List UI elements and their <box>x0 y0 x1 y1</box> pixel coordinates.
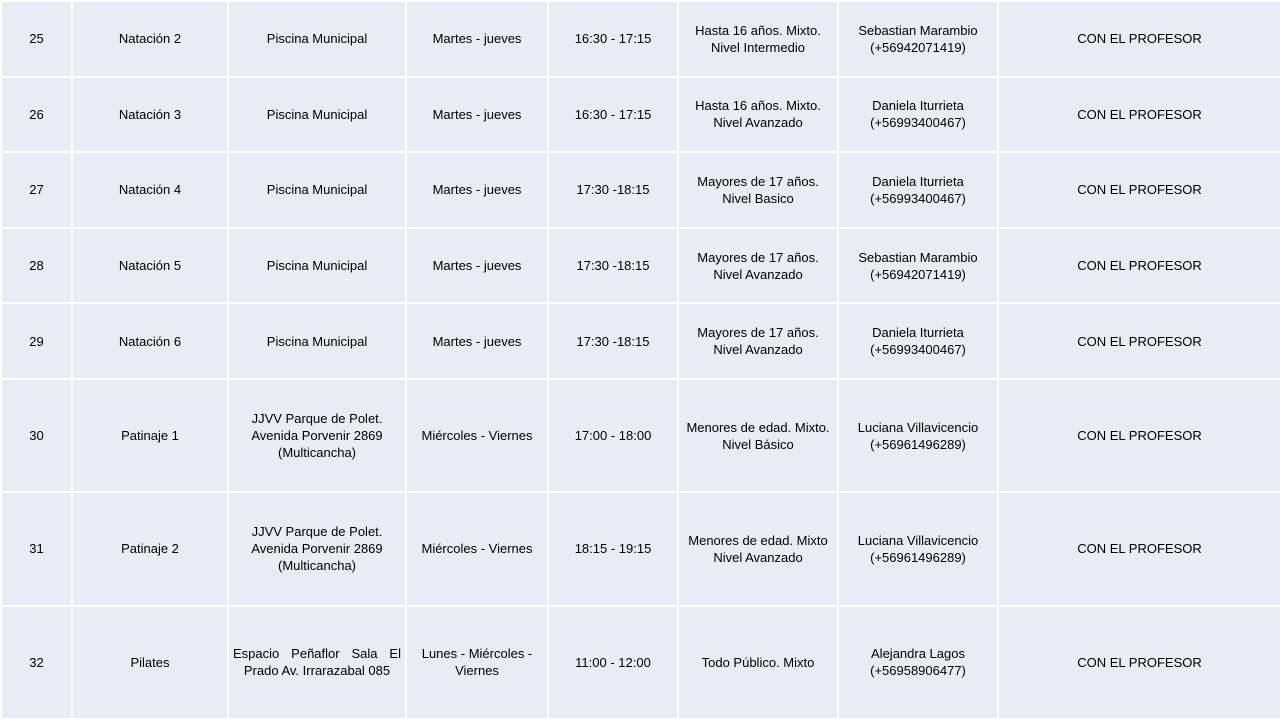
teacher-name: Daniela Iturrieta <box>872 173 964 189</box>
teacher-contact <box>838 492 998 605</box>
target-level <box>678 77 838 153</box>
table-row <box>1 1 1280 77</box>
row-number: 32 <box>1 606 72 719</box>
location <box>228 1 406 77</box>
time-slot: 17:30 -18:15 <box>548 152 678 228</box>
location-line: Avenida Porvenir 2869 <box>251 428 383 444</box>
location-line: JJVV Parque de Polet. <box>251 411 383 427</box>
level-line: Nivel Avanzado <box>713 115 803 131</box>
days <box>406 492 548 605</box>
teacher-contact <box>838 77 998 153</box>
location-line: Piscina Municipal <box>266 106 368 122</box>
location-line: Piscina Municipal <box>266 31 368 47</box>
teacher-name: Luciana Villavicencio <box>857 532 979 548</box>
teacher-phone: (+56961496289) <box>870 549 966 565</box>
location-line: Piscina Municipal <box>266 258 368 274</box>
location <box>228 492 406 605</box>
days <box>406 606 548 719</box>
teacher-name: Sebastian Marambio <box>858 249 978 265</box>
location-line: Piscina Municipal <box>266 182 368 198</box>
row-number: 27 <box>1 152 72 228</box>
level-line: Nivel Avanzado <box>713 266 803 282</box>
target-level <box>678 228 838 304</box>
level-line: Mayores de 17 años. <box>697 173 819 189</box>
level-line: Nivel Intermedio <box>711 39 805 55</box>
time-slot: 17:30 -18:15 <box>548 303 678 379</box>
enrollment: CON EL PROFESOR <box>998 379 1280 492</box>
target-level <box>678 492 838 605</box>
row-number: 31 <box>1 492 72 605</box>
row-number: 29 <box>1 303 72 379</box>
teacher-name: Sebastian Marambio <box>858 22 978 38</box>
location-line: (Multicancha) <box>277 445 357 461</box>
teacher-phone: (+56993400467) <box>870 190 966 206</box>
teacher-contact <box>838 606 998 719</box>
level-line: Nivel Básico <box>722 436 794 452</box>
location <box>228 379 406 492</box>
teacher-phone: (+56958906477) <box>870 663 966 679</box>
days-line: Miércoles - Viernes <box>421 541 533 557</box>
days-line: Martes - jueves <box>432 258 522 274</box>
level-line: Nivel Avanzado <box>713 549 803 565</box>
location-line: Piscina Municipal <box>266 333 368 349</box>
enrollment: CON EL PROFESOR <box>998 303 1280 379</box>
teacher-contact <box>838 228 998 304</box>
activity-name: Natación 4 <box>72 152 228 228</box>
days <box>406 152 548 228</box>
target-level <box>678 379 838 492</box>
location-line: Irrarazabal 085 <box>302 663 391 679</box>
days-line: Martes - jueves <box>432 182 522 198</box>
days <box>406 77 548 153</box>
days-line: Martes - jueves <box>432 31 522 47</box>
days-line: Martes - jueves <box>432 106 522 122</box>
time-slot: 17:30 -18:15 <box>548 228 678 304</box>
level-line: Nivel Avanzado <box>713 342 803 358</box>
days-line: Viernes <box>455 663 499 679</box>
days <box>406 303 548 379</box>
table-row <box>1 492 1280 605</box>
teacher-contact <box>838 1 998 77</box>
table-body <box>1 1 1280 719</box>
row-number: 30 <box>1 379 72 492</box>
teacher-contact <box>838 303 998 379</box>
days-line: Miércoles - Viernes <box>421 428 533 444</box>
level-line: Mayores de 17 años. <box>697 325 819 341</box>
table-row <box>1 303 1280 379</box>
teacher-name: Alejandra Lagos <box>871 646 965 662</box>
teacher-contact <box>838 379 998 492</box>
activity-name: Natación 2 <box>72 1 228 77</box>
time-slot: 16:30 - 17:15 <box>548 1 678 77</box>
location <box>228 606 406 719</box>
level-line: Mayores de 17 años. <box>697 249 819 265</box>
level-line: Hasta 16 años. Mixto. <box>695 22 821 38</box>
table-row <box>1 152 1280 228</box>
teacher-name: Daniela Iturrieta <box>872 98 964 114</box>
teacher-phone: (+56961496289) <box>870 436 966 452</box>
teacher-phone: (+56942071419) <box>870 39 966 55</box>
days-line: Lunes - Miércoles - <box>421 646 533 662</box>
enrollment: CON EL PROFESOR <box>998 77 1280 153</box>
level-line: Menores de edad. Mixto. <box>686 419 830 435</box>
location <box>228 303 406 379</box>
enrollment: CON EL PROFESOR <box>998 1 1280 77</box>
time-slot: 11:00 - 12:00 <box>548 606 678 719</box>
target-level <box>678 606 838 719</box>
level-line: Menores de edad. Mixto <box>688 532 828 548</box>
days <box>406 379 548 492</box>
row-number: 26 <box>1 77 72 153</box>
target-level <box>678 1 838 77</box>
level-line: Todo Público. Mixto <box>701 654 815 670</box>
activity-name: Natación 3 <box>72 77 228 153</box>
teacher-name: Luciana Villavicencio <box>857 419 979 435</box>
days <box>406 1 548 77</box>
activity-name: Natación 6 <box>72 303 228 379</box>
location <box>228 152 406 228</box>
level-line: Nivel Basico <box>722 190 794 206</box>
level-line: Hasta 16 años. Mixto. <box>695 98 821 114</box>
days-line: Martes - jueves <box>432 333 522 349</box>
table-row <box>1 379 1280 492</box>
time-slot: 16:30 - 17:15 <box>548 77 678 153</box>
enrollment: CON EL PROFESOR <box>998 152 1280 228</box>
enrollment: CON EL PROFESOR <box>998 228 1280 304</box>
activity-name: Natación 5 <box>72 228 228 304</box>
location <box>228 228 406 304</box>
row-number: 25 <box>1 1 72 77</box>
time-slot: 18:15 - 19:15 <box>548 492 678 605</box>
activity-name: Pilates <box>72 606 228 719</box>
days <box>406 228 548 304</box>
teacher-name: Daniela Iturrieta <box>872 325 964 341</box>
location-line: JJVV Parque de Polet. <box>251 524 383 540</box>
row-number: 28 <box>1 228 72 304</box>
teacher-phone: (+56942071419) <box>870 266 966 282</box>
location-line: Avenida Porvenir 2869 <box>251 541 383 557</box>
location-line: Espacio Peñaflor Sala El Prado Av. <box>233 646 401 679</box>
location-line: (Multicancha) <box>277 558 357 574</box>
teacher-contact <box>838 152 998 228</box>
table-row <box>1 606 1280 719</box>
enrollment: CON EL PROFESOR <box>998 606 1280 719</box>
activity-name: Patinaje 1 <box>72 379 228 492</box>
activity-name: Patinaje 2 <box>72 492 228 605</box>
time-slot: 17:00 - 18:00 <box>548 379 678 492</box>
target-level <box>678 152 838 228</box>
enrollment: CON EL PROFESOR <box>998 492 1280 605</box>
location <box>228 77 406 153</box>
target-level <box>678 303 838 379</box>
teacher-phone: (+56993400467) <box>870 115 966 131</box>
table-row <box>1 77 1280 153</box>
table-row <box>1 228 1280 304</box>
teacher-phone: (+56993400467) <box>870 342 966 358</box>
